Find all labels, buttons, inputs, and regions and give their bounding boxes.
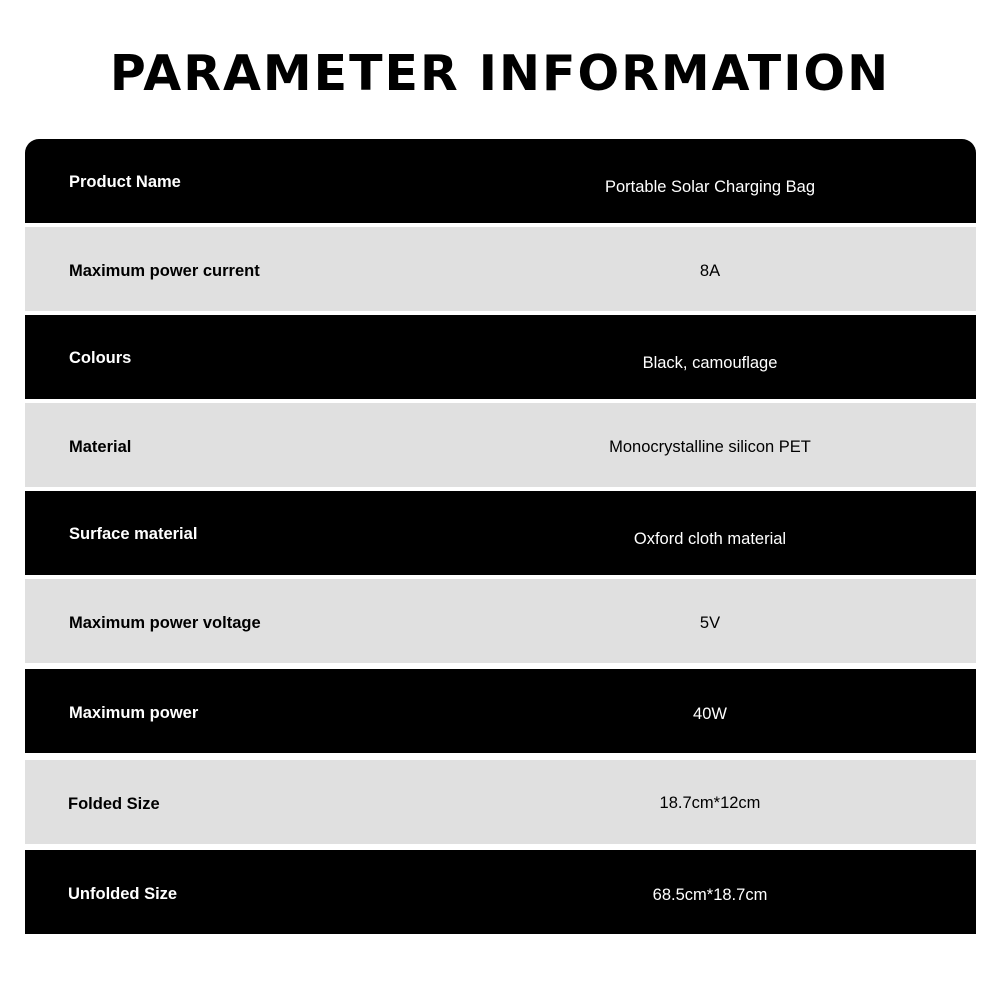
row-value: 40W	[693, 705, 727, 723]
row-value: 5V	[699, 614, 721, 632]
row-value: Oxford cloth material	[633, 530, 787, 548]
table-row-colours	[25, 315, 976, 399]
table-row-unfolded-size	[25, 850, 976, 934]
row-label: Folded Size	[68, 795, 160, 813]
row-label: Material	[69, 438, 132, 456]
row-value: Black, camouflage	[642, 354, 778, 372]
row-label: Maximum power	[69, 704, 199, 722]
row-value: Monocrystalline silicon PET	[609, 438, 811, 456]
row-label: Maximum power current	[69, 262, 260, 280]
table-row-maximum-power-voltage	[25, 579, 976, 663]
table-row-maximum-power	[25, 669, 976, 753]
table-row-surface-material	[25, 491, 976, 575]
row-label: Surface material	[69, 525, 198, 543]
row-value: 18.7cm*12cm	[659, 794, 761, 812]
page-title: PARAMETER INFORMATION	[109, 45, 891, 102]
table-row-material	[25, 403, 976, 487]
row-value: 68.5cm*18.7cm	[652, 886, 768, 904]
row-label: Maximum power voltage	[69, 614, 261, 632]
row-label: Colours	[69, 349, 132, 367]
row-label: Unfolded Size	[68, 885, 178, 903]
table-row-product-name	[25, 139, 976, 223]
table-row-maximum-power-current	[25, 227, 976, 311]
row-value: Portable Solar Charging Bag	[604, 178, 816, 196]
row-label: Product Name	[69, 173, 181, 191]
row-value: 8A	[699, 262, 721, 280]
table-row-folded-size	[25, 760, 976, 844]
